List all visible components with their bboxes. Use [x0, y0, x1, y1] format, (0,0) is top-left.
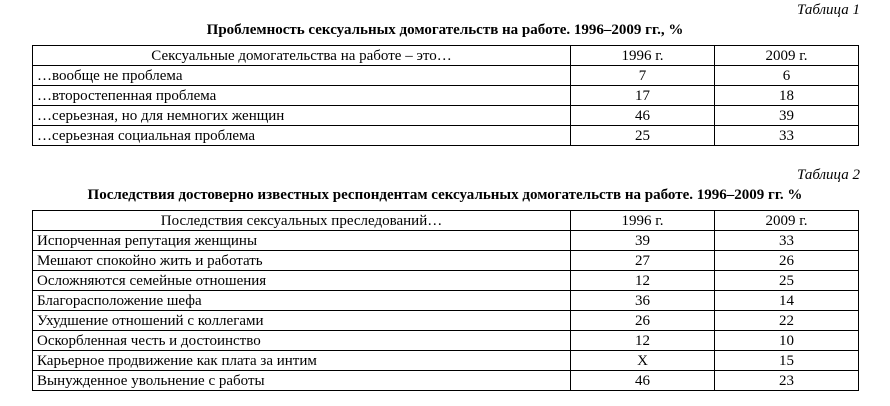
- value-2009-cell: 23: [715, 371, 859, 391]
- table-row: [33, 291, 859, 311]
- table-row: [33, 251, 859, 271]
- value-2009-cell: 22: [715, 311, 859, 331]
- row-label-cell: Мешают спокойно жить и работать: [33, 251, 571, 271]
- row-label-cell: …серьезная социальная проблема: [33, 126, 571, 146]
- table-row: [33, 351, 859, 371]
- row-label-cell: …серьезная, но для немногих женщин: [33, 106, 571, 126]
- row-label-cell: Карьерное продвижение как плата за интим: [33, 351, 571, 371]
- value-1996-cell: 12: [571, 331, 715, 351]
- row-label-cell: Вынужденное увольнение с работы: [33, 371, 571, 391]
- value-1996-cell: 25: [571, 126, 715, 146]
- value-1996-cell: 26: [571, 311, 715, 331]
- table1-label: Таблица 1: [797, 2, 860, 18]
- table1: [32, 45, 859, 146]
- table2-header-item: Последствия сексуальных преследований…: [33, 211, 571, 231]
- table1-header-2009: 2009 г.: [715, 46, 859, 66]
- table-row: [33, 126, 859, 146]
- table-row: [33, 231, 859, 251]
- value-2009-cell: 6: [715, 66, 859, 86]
- value-1996-cell: 17: [571, 86, 715, 106]
- value-1996-cell: 46: [571, 106, 715, 126]
- table-row: [33, 331, 859, 351]
- value-1996-cell: Х: [571, 351, 715, 371]
- row-label-cell: …второстепенная проблема: [33, 86, 571, 106]
- value-1996-cell: 46: [571, 371, 715, 391]
- table-row: [33, 371, 859, 391]
- value-1996-cell: 12: [571, 271, 715, 291]
- table-row: [33, 271, 859, 291]
- value-2009-cell: 14: [715, 291, 859, 311]
- value-2009-cell: 26: [715, 251, 859, 271]
- value-2009-cell: 39: [715, 106, 859, 126]
- row-label-cell: Ухудшение отношений с коллегами: [33, 311, 571, 331]
- table1-header-row: [33, 46, 859, 66]
- table2-header-row: [33, 211, 859, 231]
- table2-header-2009: 2009 г.: [715, 211, 859, 231]
- value-2009-cell: 33: [715, 126, 859, 146]
- value-1996-cell: 39: [571, 231, 715, 251]
- table1-header-item: Сексуальные домогательства на работе – это…: [33, 46, 571, 66]
- value-2009-cell: 18: [715, 86, 859, 106]
- table-row: [33, 311, 859, 331]
- value-2009-cell: 15: [715, 351, 859, 371]
- table2: [32, 210, 859, 391]
- value-1996-cell: 7: [571, 66, 715, 86]
- row-label-cell: Осложняются семейные отношения: [33, 271, 571, 291]
- row-label-cell: Оскорбленная честь и достоинство: [33, 331, 571, 351]
- table2-header-1996: 1996 г.: [571, 211, 715, 231]
- table-row: [33, 106, 859, 126]
- table-row: [33, 86, 859, 106]
- table-row: [33, 66, 859, 86]
- row-label-cell: …вообще не проблема: [33, 66, 571, 86]
- table1-header-1996: 1996 г.: [571, 46, 715, 66]
- value-1996-cell: 36: [571, 291, 715, 311]
- table1-title: Проблемность сексуальных домогательств на работе. 1996–2009 гг., %: [206, 22, 684, 38]
- row-label-cell: Благорасположение шефа: [33, 291, 571, 311]
- table2-label: Таблица 2: [797, 167, 860, 183]
- value-2009-cell: 10: [715, 331, 859, 351]
- value-2009-cell: 33: [715, 231, 859, 251]
- table2-title: Последствия достоверно известных респондентам сексуальных домогательств на работе. 1996–2009 гг. %: [87, 187, 803, 203]
- value-2009-cell: 25: [715, 271, 859, 291]
- value-1996-cell: 27: [571, 251, 715, 271]
- row-label-cell: Испорченная репутация женщины: [33, 231, 571, 251]
